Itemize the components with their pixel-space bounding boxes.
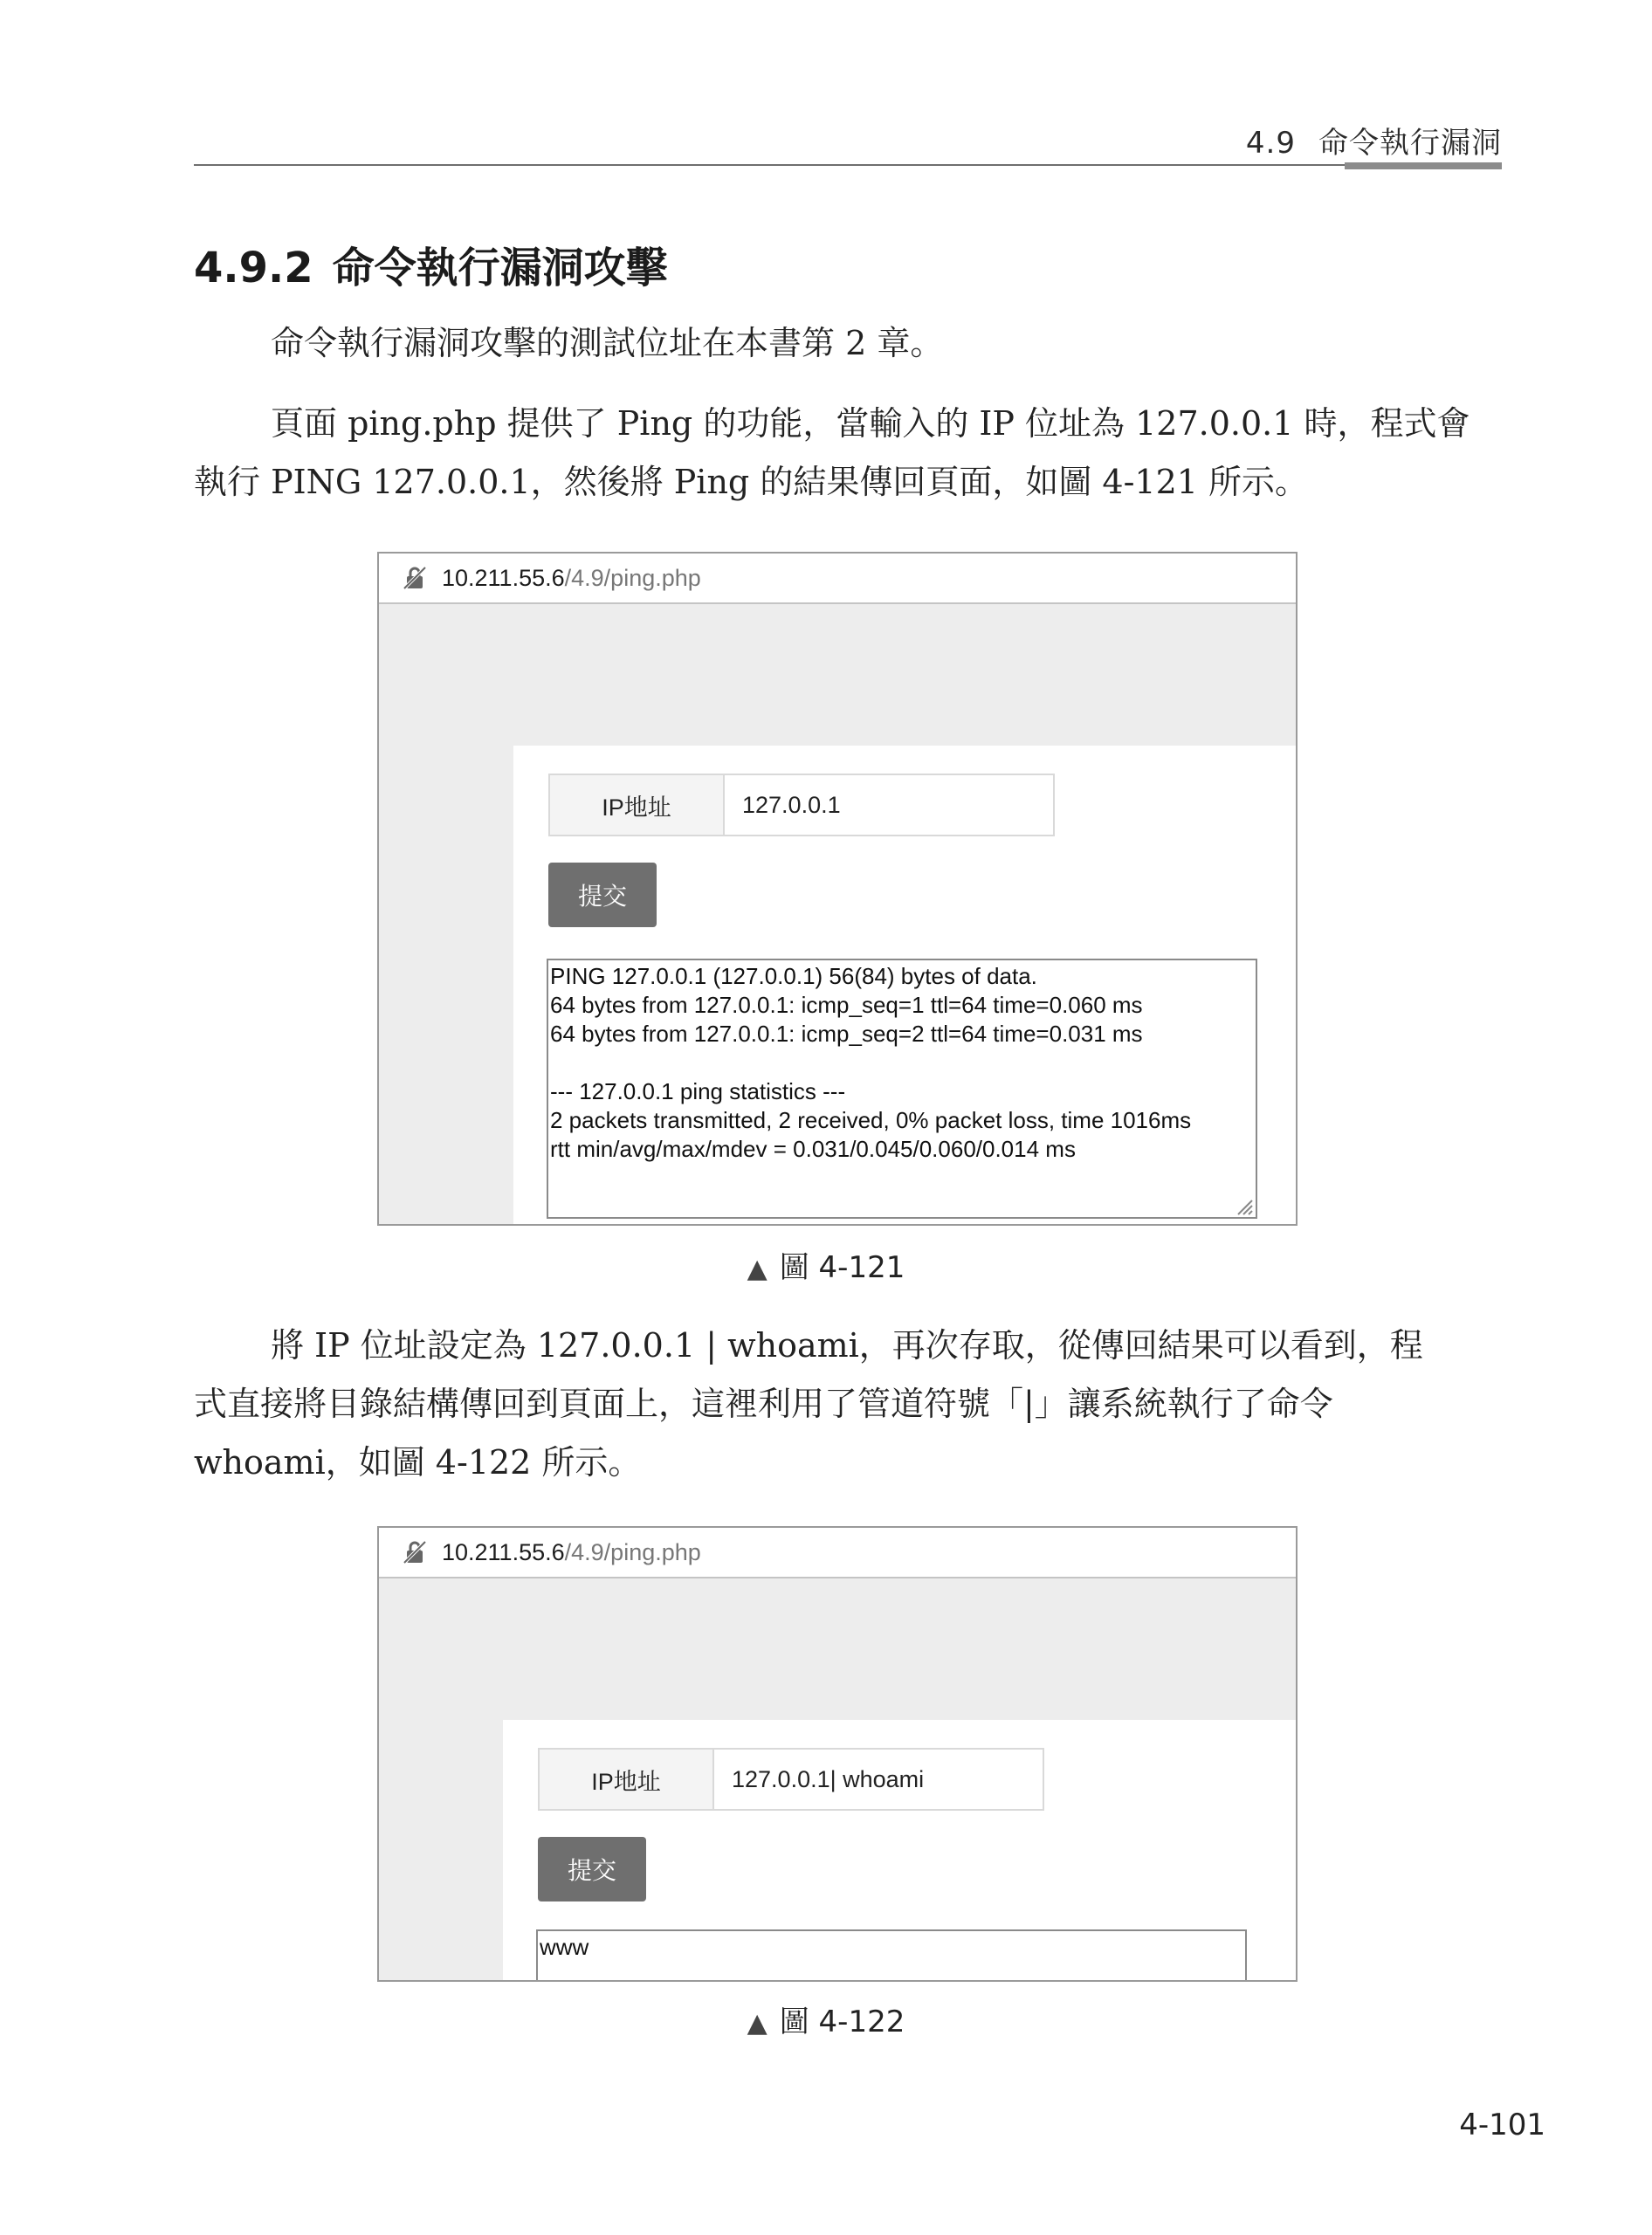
resize-handle-icon[interactable] [1233, 1194, 1254, 1215]
submit-button[interactable]: 提交 [548, 863, 657, 927]
paragraph-line: 式直接將目錄結構傳回到頁面上，這裡利用了管道符號「|」讓系統執行了命令 [194, 1385, 1333, 1423]
figure-4-121-screenshot [377, 552, 1298, 1226]
paragraph-2 [194, 395, 1484, 512]
paragraph-line: 頁面 ping.php 提供了 Ping 的功能，當輸入的 IP 位址為 127.0.0.1 時，程式會 [271, 404, 1470, 443]
page-content-area [513, 746, 1298, 1226]
result-line: PING 127.0.0.1 (127.0.0.1) 56(84) bytes of data. [550, 963, 1037, 989]
header-accent-bar [1345, 162, 1502, 169]
caption-triangle-icon: ▲ [747, 1254, 767, 1284]
paragraph-3 [194, 1317, 1484, 1492]
result-line: 64 bytes from 127.0.0.1: icmp_seq=2 ttl=64 time=0.031 ms [550, 1021, 1143, 1047]
ip-label: IP地址 [540, 1750, 714, 1809]
running-head [1246, 119, 1502, 162]
figure-4-122-screenshot [377, 1526, 1298, 1982]
result-line: www [540, 1934, 589, 1960]
page-content-area [503, 1720, 1298, 1982]
header-rule [194, 164, 1502, 166]
section-heading: 命令執行漏洞攻擊 [332, 244, 668, 292]
result-line: --- 127.0.0.1 ping statistics --- [550, 1078, 846, 1104]
caption-text: 圖 4-122 [779, 2005, 905, 2039]
running-head-number: 4.9 [1245, 126, 1296, 161]
paragraph-line: 命令執行漏洞攻擊的測試位址在本書第 2 章。 [271, 324, 944, 362]
url-host: 10.211.55.6 [442, 1538, 565, 1565]
submit-button[interactable]: 提交 [538, 1837, 646, 1901]
url-host: 10.211.55.6 [442, 564, 565, 591]
ping-result-textarea[interactable] [547, 959, 1257, 1219]
result-line [550, 1049, 1254, 1077]
caption-triangle-icon: ▲ [747, 2008, 767, 2039]
ip-input-group [548, 774, 1055, 836]
url-path: /4.9/ping.php [564, 564, 701, 591]
ip-input[interactable] [725, 775, 1053, 835]
result-line: 2 packets transmitted, 2 received, 0% packet loss, time 1016ms [550, 1107, 1192, 1133]
page-number: 4-101 [1459, 2108, 1545, 2142]
ip-input[interactable] [714, 1750, 1043, 1809]
section-number: 4.9.2 [194, 244, 313, 292]
ip-label: IP地址 [550, 775, 725, 835]
insecure-lock-icon [402, 1539, 428, 1565]
paragraph-line: 將 IP 位址設定為 127.0.0.1 | whoami，再次存取，從傳回結果可以看到，程 [271, 1326, 1423, 1365]
caption-text: 圖 4-121 [779, 1250, 905, 1285]
result-line: rtt min/avg/max/mdev = 0.031/0.045/0.060/0.014 ms [550, 1136, 1076, 1162]
paragraph-1 [194, 314, 1484, 373]
paragraph-line: whoami，如圖 4-122 所示。 [194, 1443, 642, 1482]
figure-4-121-caption [0, 1243, 1652, 1286]
address-bar[interactable] [379, 554, 1296, 604]
running-head-title: 命令執行漏洞 [1318, 126, 1502, 161]
url-path: /4.9/ping.php [564, 1538, 701, 1565]
paragraph-line: 執行 PING 127.0.0.1，然後將 Ping 的結果傳回頁面，如圖 4-121 所示。 [194, 463, 1309, 501]
result-line: 64 bytes from 127.0.0.1: icmp_seq=1 ttl=64 time=0.060 ms [550, 992, 1143, 1018]
insecure-lock-icon [402, 565, 428, 591]
section-title [194, 234, 668, 294]
ip-input-group [538, 1748, 1044, 1811]
address-bar[interactable] [379, 1528, 1296, 1578]
command-result-textarea[interactable] [536, 1929, 1247, 1982]
figure-4-122-caption [0, 1998, 1652, 2040]
